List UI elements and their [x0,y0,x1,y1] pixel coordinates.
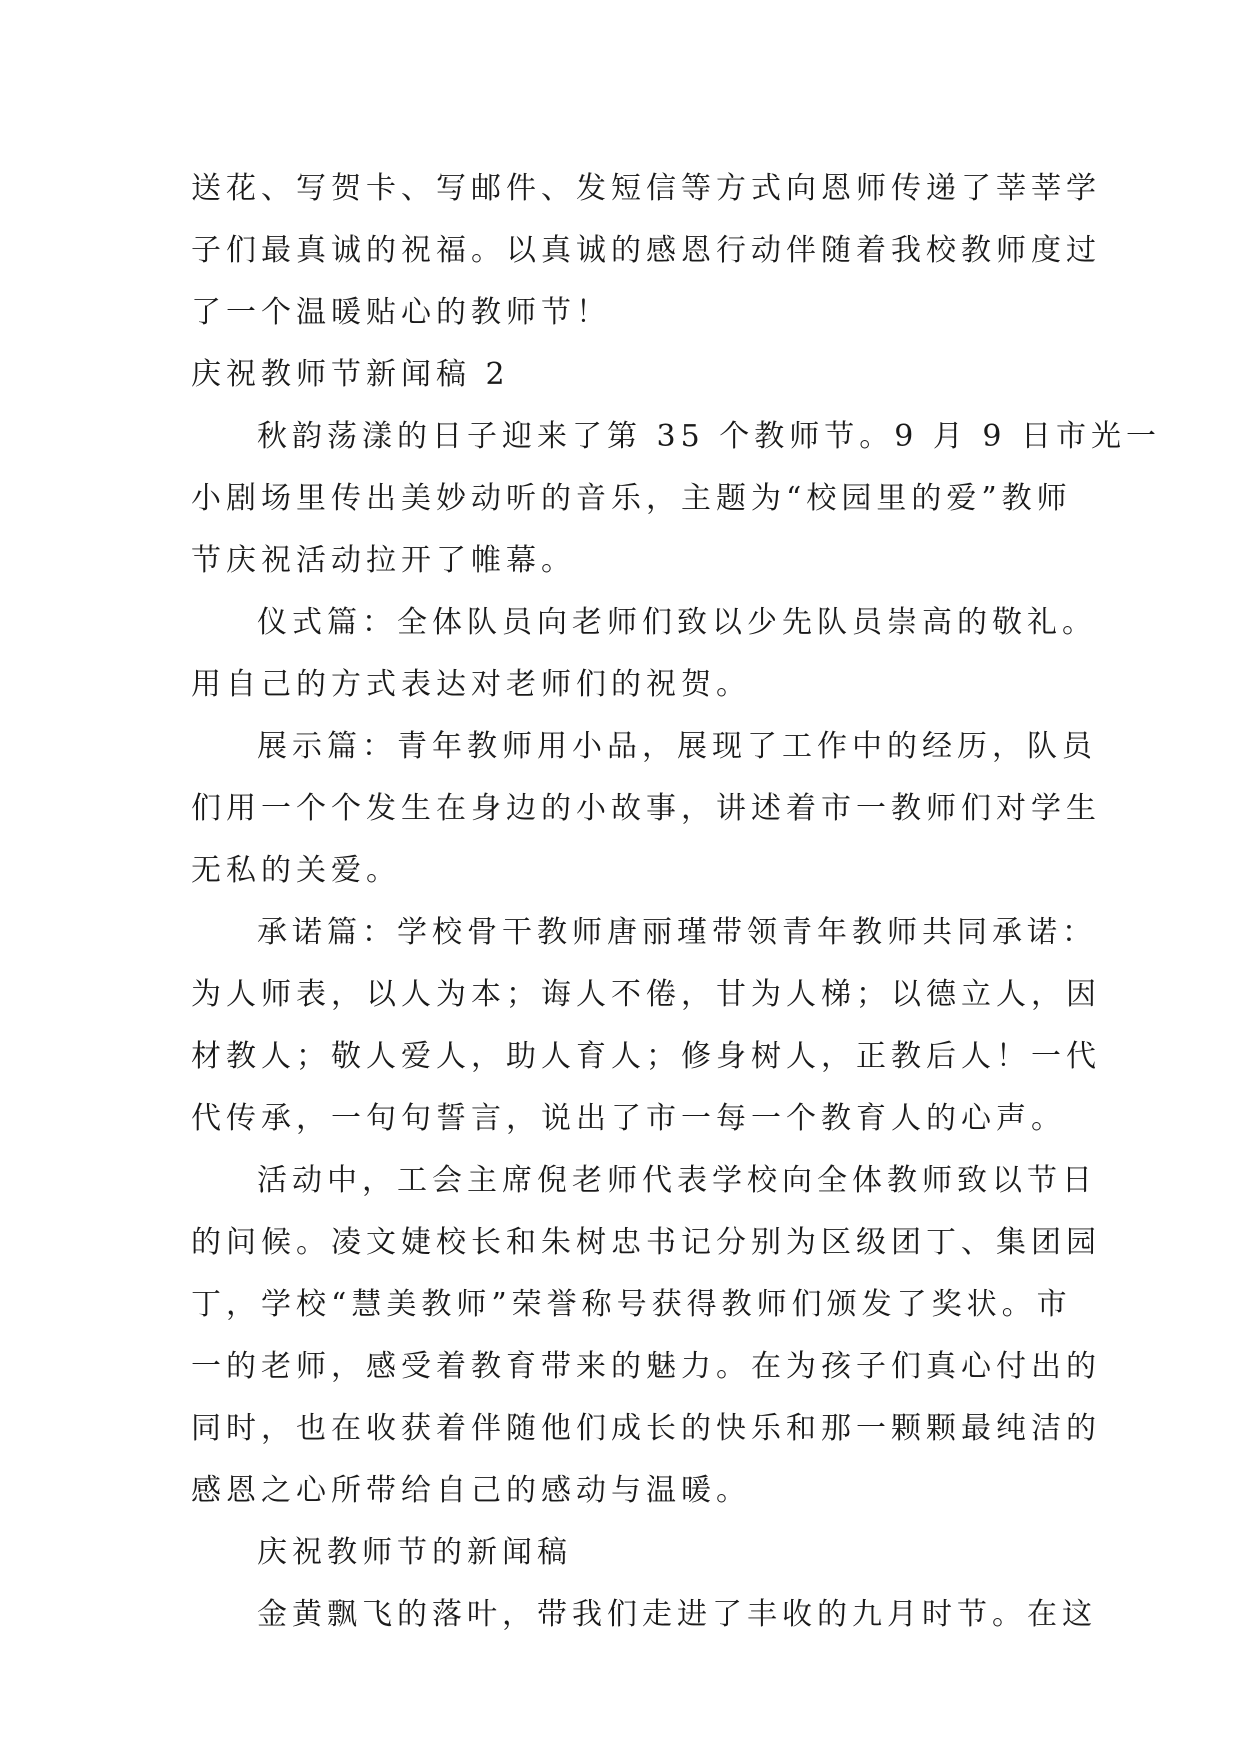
text-line: 展示篇：青年教师用小品，展现了工作中的经历，队员 [257,729,1097,764]
text-line: 无私的关爱。 [191,853,401,888]
text-line: 代传承，一句句誓言，说出了市一每一个教育人的心声。 [191,1101,1066,1136]
text-line: 一的老师，感受着教育带来的魅力。在为孩子们真心付出的 [191,1349,1101,1384]
text-line: 用自己的方式表达对老师们的祝贺。 [191,667,751,702]
document-body [191,158,1162,1646]
text-line: 的问候。凌文婕校长和朱树忠书记分别为区级团丁、集团园 [191,1225,1101,1260]
text-line: 为人师表，以人为本；诲人不倦，甘为人梯；以德立人，因 [191,977,1101,1012]
text-line: 了一个温暖贴心的教师节！ [191,295,611,330]
text-line: 秋韵荡漾的日子迎来了第 35 个教师节。9 月 9 日市光一 [257,419,1162,454]
text-line: 节庆祝活动拉开了帷幕。 [191,543,576,578]
text-line: 子们最真诚的祝福。以真诚的感恩行动伴随着我校教师度过 [191,233,1101,268]
text-line: 送花、写贺卡、写邮件、发短信等方式向恩师传递了莘莘学 [191,171,1101,206]
text-line: 感恩之心所带给自己的感动与温暖。 [191,1473,751,1508]
text-line: 同时，也在收获着伴随他们成长的快乐和那一颗颗最纯洁的 [191,1411,1101,1446]
text-line: 庆祝教师节新闻稿 2 [191,357,510,392]
text-line: 庆祝教师节的新闻稿 [257,1535,572,1570]
text-line: 金黄飘飞的落叶，带我们走进了丰收的九月时节。在这 [257,1597,1097,1632]
text-line: 材教人；敬人爱人，助人育人；修身树人，正教后人！一代 [191,1039,1101,1074]
text-line: 丁，学校“慧美教师”荣誉称号获得教师们颁发了奖状。市 [191,1287,1072,1322]
text-line: 活动中，工会主席倪老师代表学校向全体教师致以节日 [257,1163,1097,1198]
text-line: 仪式篇：全体队员向老师们致以少先队员崇高的敬礼。 [257,605,1097,640]
text-line: 们用一个个发生在身边的小故事，讲述着市一教师们对学生 [191,791,1101,826]
text-line: 承诺篇：学校骨干教师唐丽瑾带领青年教师共同承诺： [257,915,1097,950]
text-line: 小剧场里传出美妙动听的音乐，主题为“校园里的爱”教师 [191,481,1072,516]
